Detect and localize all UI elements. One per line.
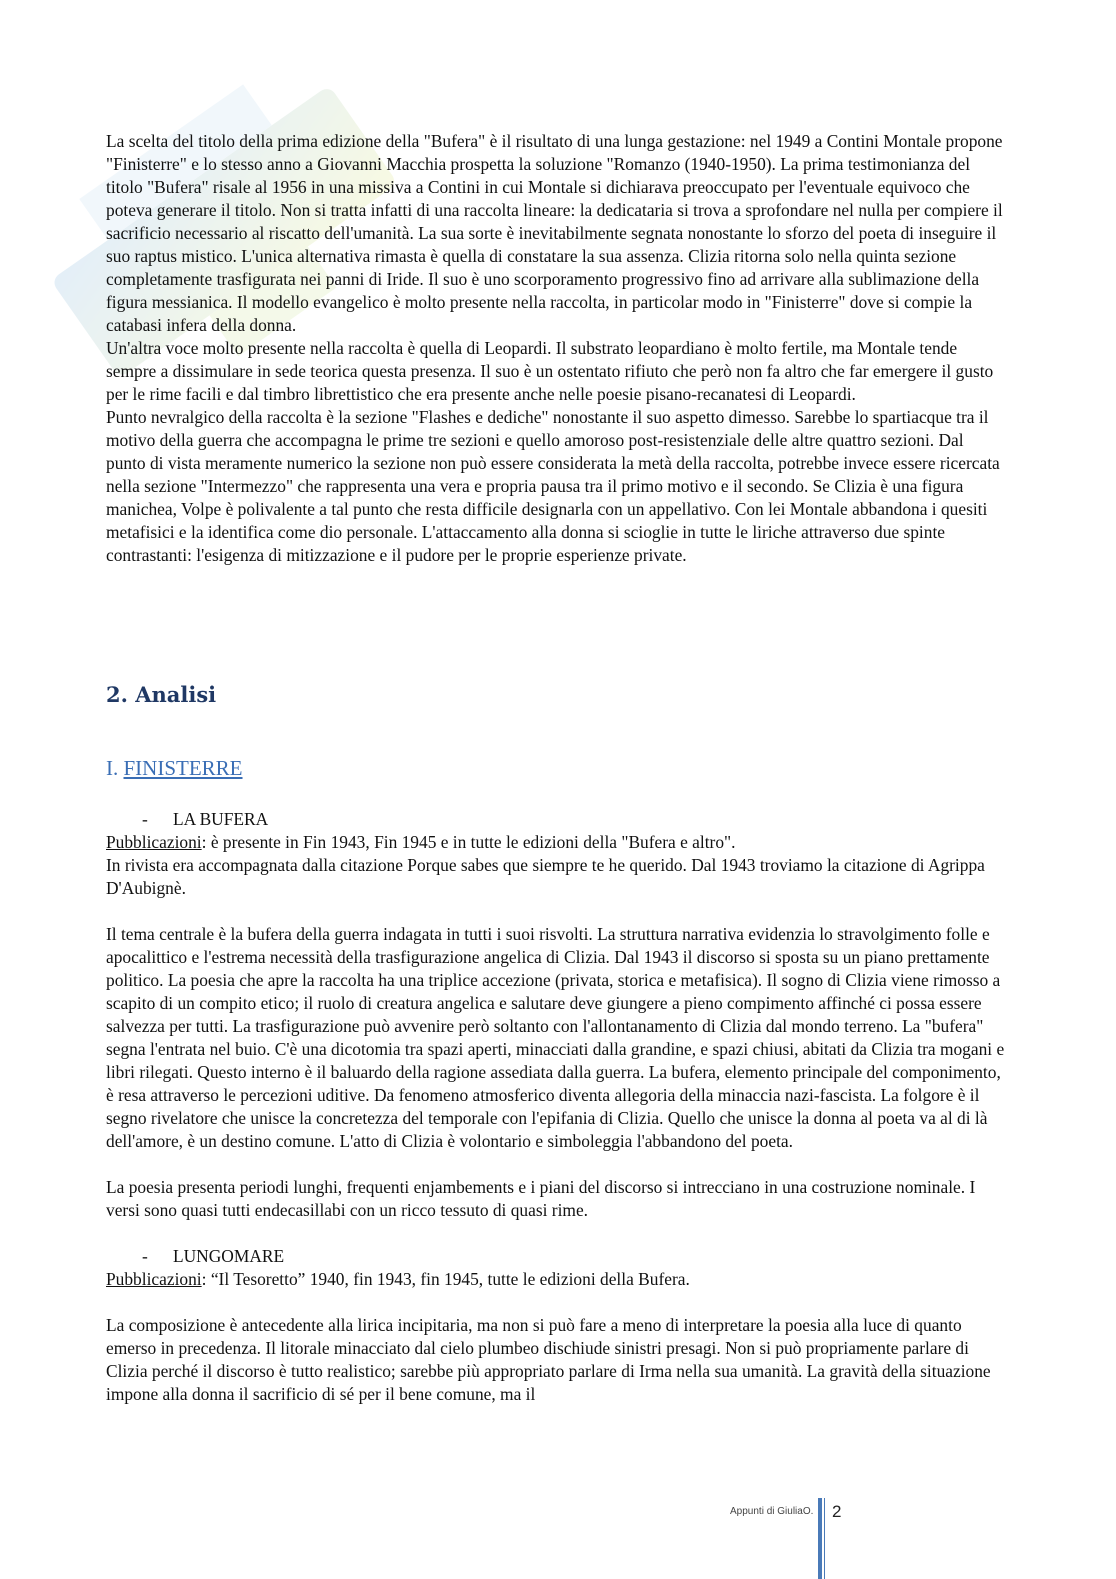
poem-1-body-2: La poesia presenta periodi lunghi, frequenti enjambements e i piani del discorso si intrecciano in una costruzione nominale. I versi sono quasi tutti endecasillabi con un ricco tessuto di quasi rime. [106, 1177, 976, 1220]
footer-divider-thin [824, 1498, 825, 1579]
intro-paragraph-3: Punto nevralgico della raccolta è la sezione "Flashes e dediche" nonostante il suo aspetto dimesso. Sarebbe lo spartiacque tra il motivo della guerra che accompagna le prime tre sezioni e quello amoroso post-resistenziale delle altre quattro sezioni. Dal punto di vista meramente numerico la sezione non può essere considerata la metà della raccolta, potrebbe invece essere ricercata nella sezione "Intermezzo" che rappresenta una vera e propria pausa tra il primo motivo e il secondo. Se Clizia è una figura manichea, Volpe è polivalente a tal punto che resta difficile designarla con un appellativo. Con lei Montale abbandona i quesiti metafisici e la identifica come dio personale. L'attaccamento alla donna si scioglie in tutte le liriche attraverso due spinte contrastanti: l'esigenza di mitizzazione e il pudore per le proprie esperienze private. [106, 407, 1000, 565]
poem-1-publications [106, 831, 1006, 854]
publications-label: Pubblicazioni [106, 832, 202, 852]
footer-divider [818, 1498, 822, 1579]
poem-2-title-row [106, 1245, 1006, 1268]
poem-1 [106, 808, 1006, 1406]
page-content [106, 130, 1006, 567]
poem-2-publications [106, 1268, 1006, 1291]
footer-author: Appunti di GiuliaO. [730, 1506, 814, 1517]
subsection-prefix: I. [106, 756, 124, 780]
intro-paragraph-1: La scelta del titolo della prima edizione della "Bufera" è il risultato di una lunga gestazione: nel 1949 a Contini Montale propone "Finisterre" e lo stesso anno a Giovanni Macchia prospetta la soluzione "Romanzo (1940-1950). La prima testimonianza del titolo "Bufera" risale al 1956 in una missiva a Contini in cui Montale si dichiarava preoccupato per l'eventuale equivoco che poteva generare il titolo. Non si tratta infatti di una raccolta lineare: la dedicataria si trova a sprofondare nel nulla per compiere il sacrificio necessario al riscatto dell'umanità. La sua sorte è inevitabilmente segnata nonostante lo sforzo del poeta di inseguire il suo raptus mistico. L'unica alternativa rimasta è quella di constatare la sua assenza. Clizia ritorna solo nella quinta sezione completamente trasfigurata nei panni di Iride. Il suo è uno scorporamento progressivo fino ad arrivare alla sublimazione della figura messianica. Il modello evangelico è molto presente nella raccolta, in particolar modo in "Finisterre" dove si compie la catabasi infera della donna. [106, 131, 1003, 335]
poem-1-publications-extra: In rivista era accompagnata dalla citazione Porque sabes que siempre te he querido. Dal 1943 troviamo la citazione di Agrippa D'Aubignè. [106, 855, 985, 898]
poem-2-title: LUNGOMARE [173, 1246, 285, 1266]
intro-paragraph-2: Un'altra voce molto presente nella raccolta è quella di Leopardi. Il substrato leopardiano è molto fertile, ma Montale tende sempre a dissimulare in sede teorica questa presenza. Il suo è un ostentato rifiuto che però non fa altro che far emergere il gusto per le rime facili e dal timbro librettistico che era presente anche nelle poesie pisano-recanatesi di Leopardi. [106, 338, 994, 404]
poem-2-body-1: La composizione è antecedente alla lirica incipitaria, ma non si può fare a meno di interpretare la poesia alla luce di quanto emerso in precedenza. Il litorale minacciato dal cielo plumbeo dischiude sinistri presagi. Non si può propriamente parlare di Clizia perché il discorso è tutto realistico; sarebbe più appropriato parlare di Irma nella sua umanità. La gravità della situazione impone alla donna il sacrificio di sé per il bene comune, ma il [106, 1315, 991, 1404]
subsection-heading [106, 756, 243, 781]
publications-label: Pubblicazioni [106, 1269, 202, 1289]
finisterre-link[interactable]: FINISTERRE [123, 756, 243, 780]
bullet-dash: - [142, 809, 148, 829]
publications-text: : “Il Tesoretto” 1940, fin 1943, fin 1945, tutte le edizioni della Bufera. [201, 1269, 690, 1289]
poem-1-title-row [106, 808, 1006, 831]
bullet-dash: - [142, 1246, 148, 1266]
page-footer [0, 1498, 1116, 1579]
poem-1-title: LA BUFERA [173, 809, 269, 829]
page-number: 2 [832, 1502, 842, 1521]
publications-text: : è presente in Fin 1943, Fin 1945 e in tutte le edizioni della "Bufera e altro". [201, 832, 736, 852]
section-heading: 2. Analisi [106, 682, 217, 707]
poem-1-body-1: Il tema centrale è la bufera della guerra indagata in tutti i suoi risvolti. La struttura narrativa evidenzia lo stravolgimento folle e apocalittico e l'estrema necessità della trasfigurazione angelica di Clizia. Dal 1943 il discorso si sposta su un piano prettamente politico. La poesia che apre la raccolta ha una triplice accezione (privata, storica e metafisica). Il sogno di Clizia viene rimosso a scapito di un compito etico; il ruolo di creatura angelica e salutare deve giungere a pieno compimento affinché ci possa essere salvezza per tutti. La trasfigurazione può avvenire però soltanto con l'allontanamento di Clizia dal mondo terreno. La "bufera" segna l'entrata nel buio. C'è una dicotomia tra spazi aperti, minacciati dalla grandine, e spazi chiusi, abitati da Clizia tra mogani e libri rilegati. Questo interno è il baluardo della ragione assediata dalla guerra. La bufera, elemento principale del componimento, è resa attraverso le percezioni uditive. Da fenomeno atmosferico diventa allegoria della minaccia nazi-fascista. La folgore è il segno rivelatore che unisce la concretezza del temporale con l'epifania di Clizia. Quello che unisce la donna al poeta va al di là dell'amore, è un destino comune. L'atto di Clizia è volontario e simboleggia l'abbandono del poeta. [106, 924, 1005, 1151]
